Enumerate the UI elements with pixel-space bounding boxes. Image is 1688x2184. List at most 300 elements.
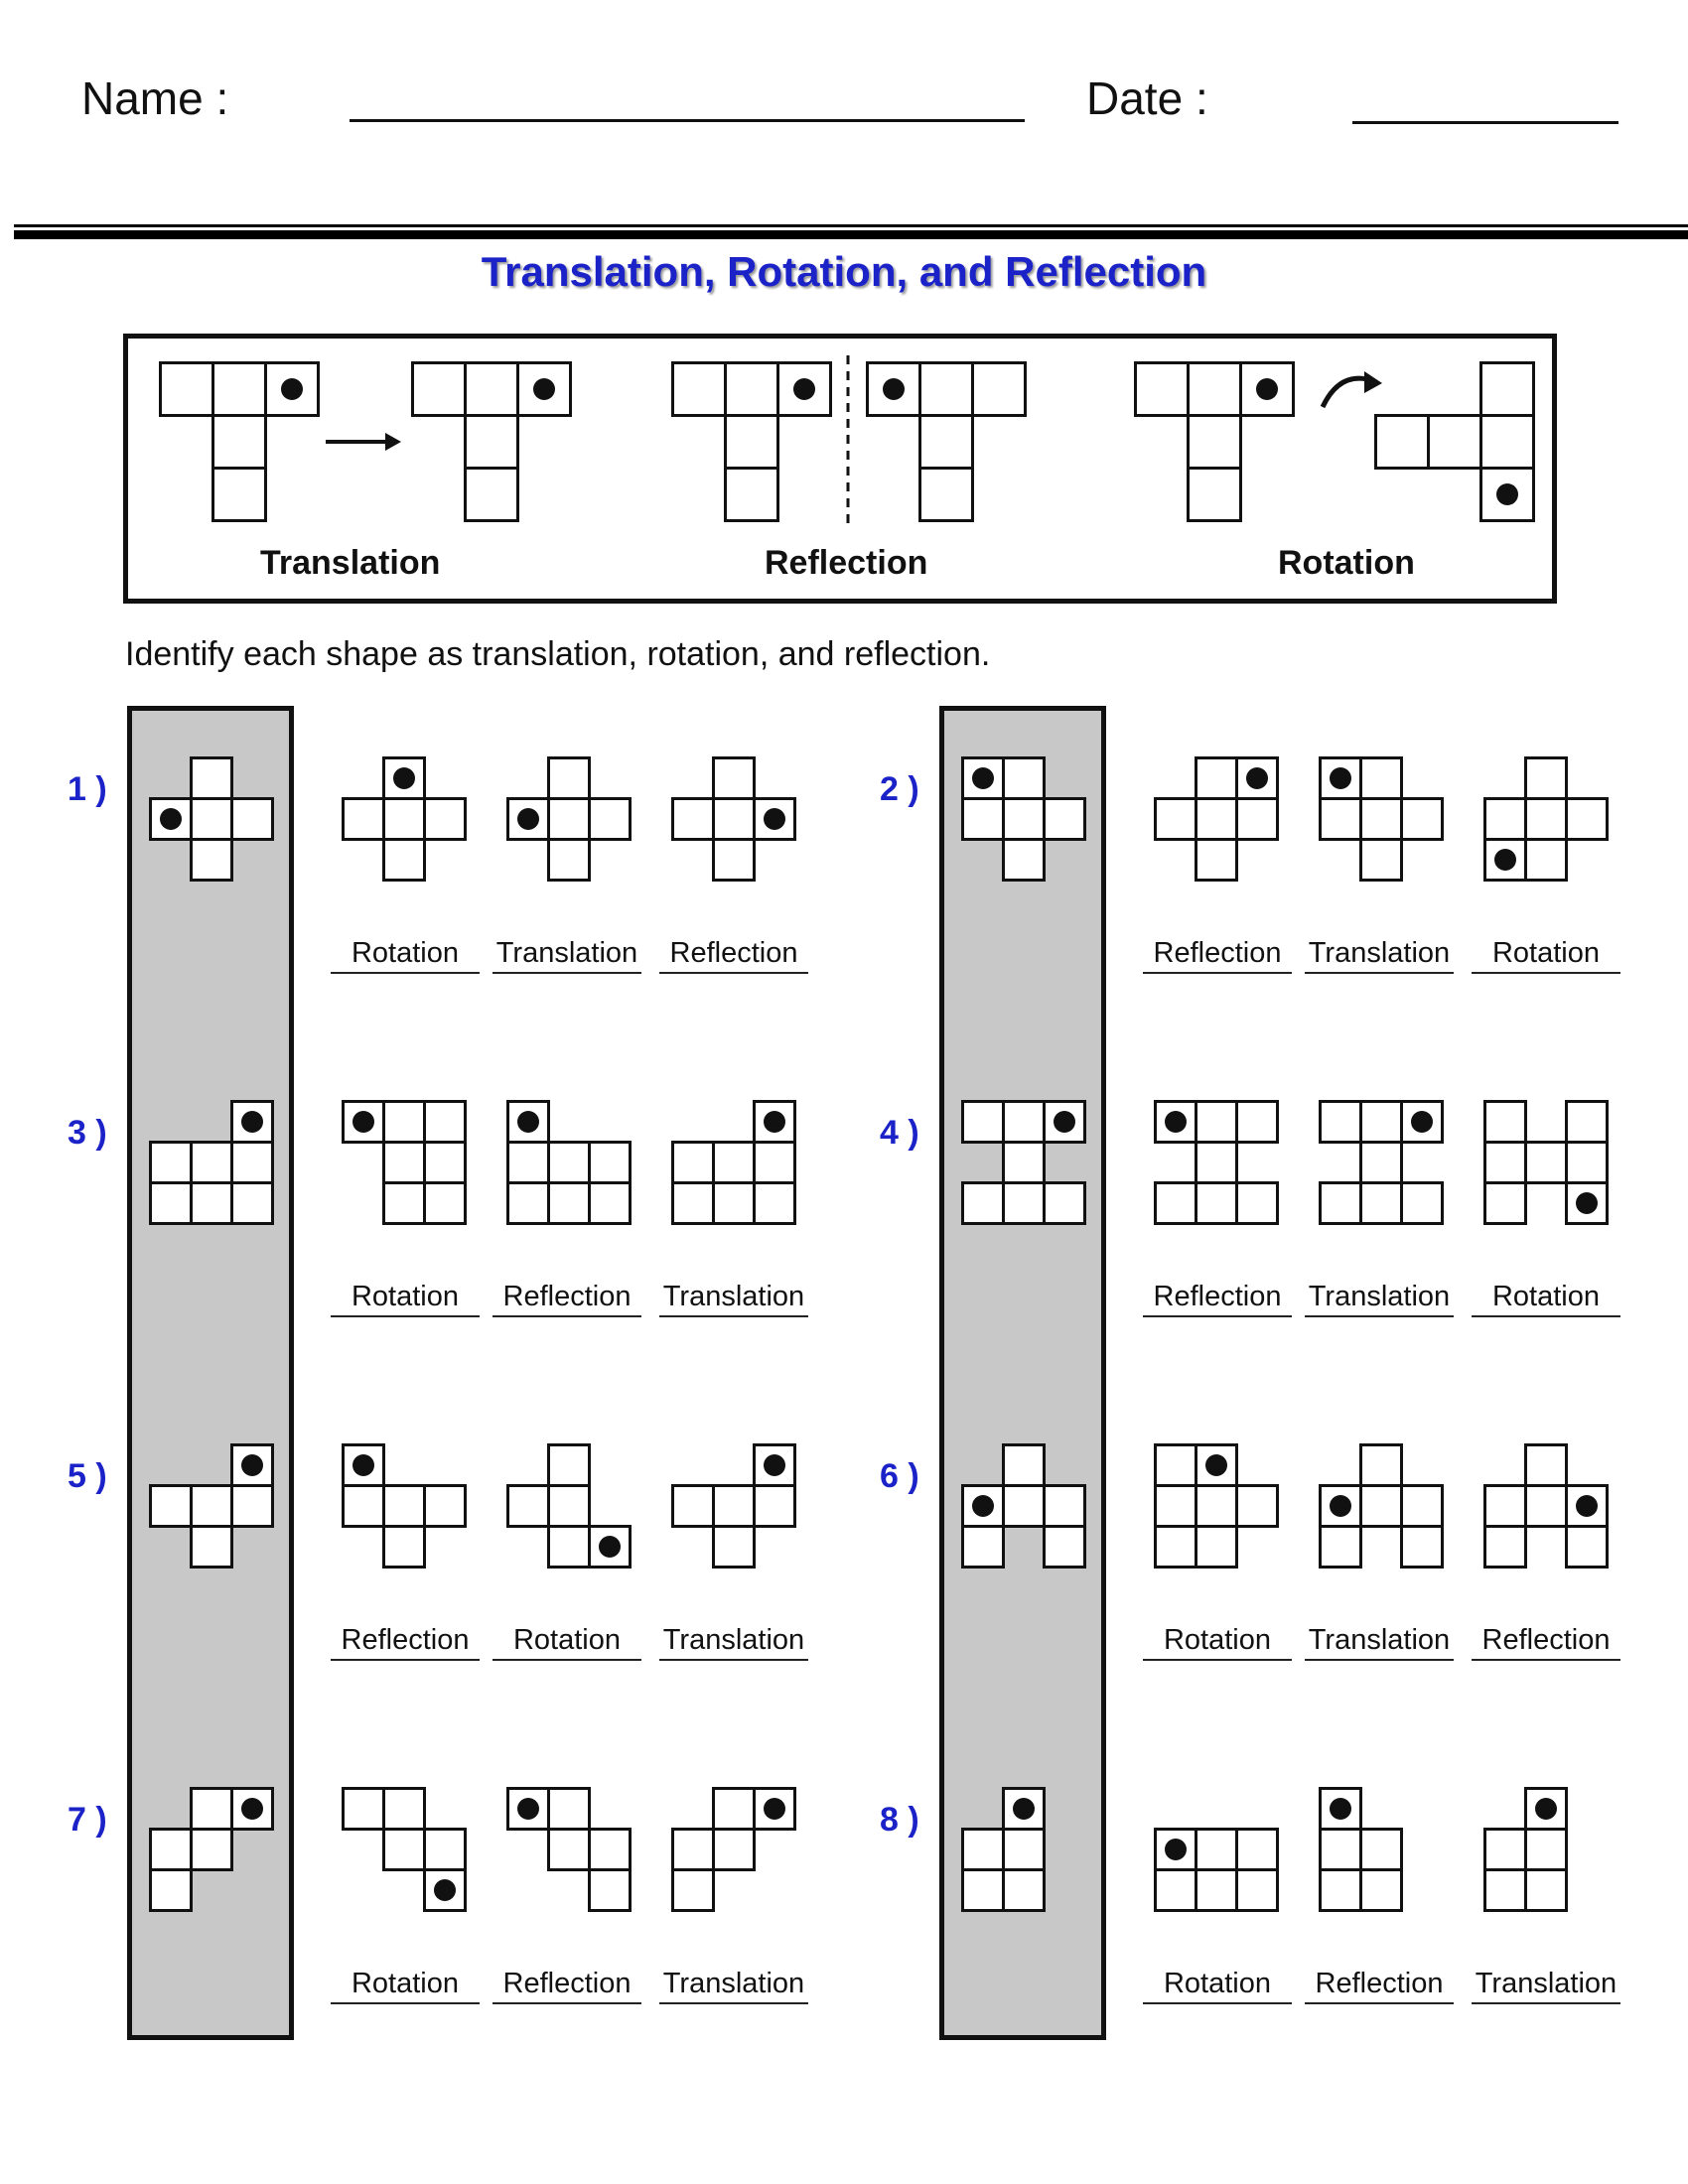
grid-cell [1319, 1484, 1362, 1528]
grid-cell [1235, 1181, 1279, 1225]
grid-cell [588, 1525, 632, 1569]
grid-cell [1427, 414, 1482, 470]
grid-cell [1002, 838, 1046, 882]
grid-cell [1195, 1868, 1238, 1912]
grid-cell [423, 797, 467, 841]
dot-marker-icon [793, 378, 815, 400]
grid-cell [712, 1525, 756, 1569]
grid-cell [1565, 1484, 1609, 1528]
grid-cell [1002, 756, 1046, 800]
answer-label[interactable]: Rotation [331, 1968, 480, 2004]
grid-cell [211, 361, 267, 417]
grid-cell [671, 1484, 715, 1528]
grid-cell [1483, 1100, 1527, 1144]
dot-marker-icon [1494, 849, 1516, 871]
grid-cell [1565, 1525, 1609, 1569]
grid-cell [1483, 1828, 1527, 1871]
dot-marker-icon [352, 1111, 374, 1133]
dot-marker-icon [883, 378, 905, 400]
grid-cell [190, 838, 233, 882]
answer-label[interactable]: Translation [659, 1624, 808, 1661]
grid-cell [1002, 1868, 1046, 1912]
grid-cell [1187, 361, 1242, 417]
grid-cell [1479, 467, 1535, 522]
grid-cell [1319, 1100, 1362, 1144]
dot-marker-icon [764, 808, 785, 830]
grid-cell [230, 1181, 274, 1225]
grid-cell [382, 1484, 426, 1528]
grid-cell [671, 1141, 715, 1184]
dot-marker-icon [241, 1111, 263, 1133]
grid-cell [149, 1484, 193, 1528]
answer-label[interactable]: Reflection [1305, 1968, 1454, 2004]
grid-cell [1043, 1181, 1086, 1225]
grid-cell [753, 1484, 796, 1528]
grid-cell [1154, 1868, 1197, 1912]
grid-cell [1002, 1141, 1046, 1184]
grid-cell [230, 1484, 274, 1528]
grid-cell [1565, 1100, 1609, 1144]
grid-cell [1524, 1868, 1568, 1912]
grid-cell [671, 361, 727, 417]
dot-marker-icon [972, 1495, 994, 1517]
grid-cell [776, 361, 832, 417]
grid-cell [1400, 797, 1444, 841]
grid-cell [423, 1868, 467, 1912]
grid-cell [1359, 1484, 1403, 1528]
dot-marker-icon [533, 378, 555, 400]
grid-cell [1043, 797, 1086, 841]
grid-cell [547, 1141, 591, 1184]
answer-label[interactable]: Reflection [492, 1281, 641, 1317]
grid-cell [547, 1181, 591, 1225]
grid-cell [961, 756, 1005, 800]
grid-cell [1319, 1828, 1362, 1871]
grid-cell [1043, 1525, 1086, 1569]
grid-cell [1002, 1443, 1046, 1487]
grid-cell [712, 1787, 756, 1831]
grid-cell [1524, 797, 1568, 841]
dot-marker-icon [972, 767, 994, 789]
dot-marker-icon [517, 1798, 539, 1820]
grid-cell [159, 361, 214, 417]
dot-marker-icon [352, 1454, 374, 1476]
grid-cell [724, 361, 779, 417]
grid-cell [1359, 1443, 1403, 1487]
grid-cell [671, 1181, 715, 1225]
answer-label[interactable]: Reflection [1143, 937, 1292, 974]
grid-cell [1002, 1100, 1046, 1144]
grid-cell [382, 1181, 426, 1225]
grid-cell [1524, 756, 1568, 800]
grid-cell [1359, 1828, 1403, 1871]
grid-cell [1195, 1100, 1238, 1144]
grid-cell [1319, 1787, 1362, 1831]
grid-cell [423, 1484, 467, 1528]
dot-marker-icon [517, 808, 539, 830]
grid-cell [547, 1828, 591, 1871]
grid-cell [961, 1868, 1005, 1912]
dot-marker-icon [241, 1454, 263, 1476]
dot-marker-icon [1205, 1454, 1227, 1476]
grid-cell [1400, 1484, 1444, 1528]
grid-cell [961, 1181, 1005, 1225]
grid-cell [1565, 1181, 1609, 1225]
grid-cell [1235, 1828, 1279, 1871]
grid-cell [190, 1787, 233, 1831]
example-label-translation: Translation [260, 544, 441, 582]
grid-cell [547, 1525, 591, 1569]
grid-cell [1154, 1443, 1197, 1487]
dot-marker-icon [281, 378, 303, 400]
dot-marker-icon [1165, 1111, 1187, 1133]
grid-cell [190, 1181, 233, 1225]
instructions: Identify each shape as translation, rotation, and reflection. [125, 635, 991, 673]
grid-cell [547, 797, 591, 841]
grid-cell [588, 1141, 632, 1184]
grid-cell [1524, 1443, 1568, 1487]
grid-cell [753, 1141, 796, 1184]
grid-cell [1043, 1484, 1086, 1528]
grid-cell [506, 1181, 550, 1225]
grid-cell [712, 1181, 756, 1225]
grid-cell [1235, 797, 1279, 841]
answer-label[interactable]: Translation [1305, 937, 1454, 974]
question-number: 1 ) [68, 770, 107, 808]
dot-marker-icon [1576, 1495, 1598, 1517]
grid-cell [1359, 1141, 1403, 1184]
grid-cell [1235, 756, 1279, 800]
grid-cell [230, 1100, 274, 1144]
grid-cell [1359, 1100, 1403, 1144]
answer-label[interactable]: Rotation [1143, 1624, 1292, 1661]
grid-cell [753, 1787, 796, 1831]
grid-cell [1319, 1525, 1362, 1569]
grid-cell [1195, 756, 1238, 800]
dot-marker-icon [1330, 1495, 1351, 1517]
grid-cell [712, 1484, 756, 1528]
grid-cell [918, 414, 974, 470]
grid-cell [190, 797, 233, 841]
mirror-line [844, 355, 852, 524]
grid-cell [423, 1828, 467, 1871]
answer-label[interactable]: Translation [1472, 1968, 1620, 2004]
grid-cell [724, 414, 779, 470]
date-field[interactable] [1352, 121, 1618, 124]
grid-cell [866, 361, 921, 417]
grid-cell [1359, 1868, 1403, 1912]
grid-cell [1479, 414, 1535, 470]
dot-marker-icon [1535, 1798, 1557, 1820]
grid-cell [547, 1443, 591, 1487]
grid-cell [382, 838, 426, 882]
dot-marker-icon [1165, 1839, 1187, 1860]
grid-cell [382, 1141, 426, 1184]
grid-cell [1565, 1141, 1609, 1184]
grid-cell [1565, 797, 1609, 841]
grid-cell [1195, 1181, 1238, 1225]
grid-cell [712, 838, 756, 882]
question-number: 2 ) [880, 770, 919, 808]
grid-cell [1195, 797, 1238, 841]
grid-cell [753, 797, 796, 841]
grid-cell [382, 1100, 426, 1144]
grid-cell [382, 1787, 426, 1831]
grid-cell [230, 1141, 274, 1184]
grid-cell [1319, 797, 1362, 841]
grid-cell [547, 1787, 591, 1831]
grid-cell [506, 797, 550, 841]
grid-cell [753, 1443, 796, 1487]
answer-label[interactable]: Translation [659, 1968, 808, 2004]
grid-cell [1154, 1484, 1197, 1528]
grid-cell [190, 756, 233, 800]
grid-cell [1483, 797, 1527, 841]
dot-marker-icon [1256, 378, 1278, 400]
grid-cell [423, 1141, 467, 1184]
dot-marker-icon [517, 1111, 539, 1133]
grid-cell [149, 1141, 193, 1184]
grid-cell [1154, 797, 1197, 841]
question-number: 3 ) [68, 1114, 107, 1152]
answer-label[interactable]: Rotation [492, 1624, 641, 1661]
grid-cell [1134, 361, 1190, 417]
grid-cell [1187, 414, 1242, 470]
grid-cell [1359, 1181, 1403, 1225]
dot-marker-icon [764, 1454, 785, 1476]
grid-cell [1400, 1100, 1444, 1144]
grid-cell [1002, 797, 1046, 841]
grid-cell [1195, 1525, 1238, 1569]
grid-cell [230, 1443, 274, 1487]
dot-marker-icon [1054, 1111, 1075, 1133]
page-title: Translation, Rotation, and Reflection [481, 248, 1207, 295]
grid-cell [464, 467, 519, 522]
answer-label[interactable]: Translation [659, 1281, 808, 1317]
grid-cell [1043, 1100, 1086, 1144]
grid-cell [1483, 1868, 1527, 1912]
grid-cell [961, 1828, 1005, 1871]
grid-cell [149, 797, 193, 841]
grid-cell [753, 1100, 796, 1144]
dot-marker-icon [599, 1536, 621, 1558]
question-number: 4 ) [880, 1114, 919, 1152]
grid-cell [464, 414, 519, 470]
grid-cell [1154, 1181, 1197, 1225]
grid-cell [149, 1868, 193, 1912]
grid-cell [1483, 1525, 1527, 1569]
grid-cell [1359, 838, 1403, 882]
dot-marker-icon [1411, 1111, 1433, 1133]
grid-cell [190, 1484, 233, 1528]
grid-cell [588, 1868, 632, 1912]
grid-cell [1483, 838, 1527, 882]
grid-cell [1235, 1100, 1279, 1144]
answer-label[interactable]: Rotation [1143, 1968, 1292, 2004]
name-label: Name : [81, 72, 229, 124]
answer-label[interactable]: Reflection [1143, 1281, 1292, 1317]
answer-label[interactable]: Translation [492, 937, 641, 974]
grid-cell [190, 1828, 233, 1871]
grid-cell [671, 1828, 715, 1871]
grid-cell [1374, 414, 1430, 470]
dot-marker-icon [764, 1798, 785, 1820]
answer-label[interactable]: Rotation [1472, 1281, 1620, 1317]
grid-cell [961, 1484, 1005, 1528]
grid-cell [342, 1443, 385, 1487]
grid-cell [1319, 1181, 1362, 1225]
grid-cell [1002, 1828, 1046, 1871]
grid-cell [1359, 756, 1403, 800]
dot-marker-icon [1330, 767, 1351, 789]
dot-marker-icon [1496, 483, 1518, 505]
grid-cell [411, 361, 467, 417]
grid-cell [211, 414, 267, 470]
grid-cell [1002, 1787, 1046, 1831]
grid-cell [712, 1141, 756, 1184]
header-divider [14, 230, 1688, 239]
grid-cell [1479, 361, 1535, 417]
grid-cell [724, 467, 779, 522]
grid-cell [506, 1484, 550, 1528]
grid-cell [712, 756, 756, 800]
grid-cell [506, 1100, 550, 1144]
grid-cell [1524, 1787, 1568, 1831]
grid-cell [1154, 1525, 1197, 1569]
grid-cell [230, 1787, 274, 1831]
grid-cell [1524, 838, 1568, 882]
right-arrow-icon [324, 425, 403, 459]
grid-cell [516, 361, 572, 417]
grid-cell [1359, 797, 1403, 841]
grid-cell [382, 1525, 426, 1569]
grid-cell [464, 361, 519, 417]
grid-cell [211, 467, 267, 522]
grid-cell [547, 838, 591, 882]
grid-cell [1195, 1484, 1238, 1528]
grid-cell [671, 1868, 715, 1912]
grid-cell [506, 1141, 550, 1184]
grid-cell [1400, 1181, 1444, 1225]
grid-cell [1524, 1828, 1568, 1871]
grid-cell [1002, 1181, 1046, 1225]
grid-cell [588, 1181, 632, 1225]
grid-cell [342, 1484, 385, 1528]
grid-cell [712, 1828, 756, 1871]
example-label-reflection: Reflection [765, 544, 928, 582]
dot-marker-icon [1330, 1798, 1351, 1820]
grid-cell [671, 797, 715, 841]
dot-marker-icon [1013, 1798, 1035, 1820]
grid-cell [1195, 1443, 1238, 1487]
grid-cell [1195, 838, 1238, 882]
grid-cell [342, 797, 385, 841]
answer-label[interactable]: Reflection [1472, 1624, 1620, 1661]
grid-cell [1524, 1484, 1568, 1528]
question-number: 8 ) [880, 1801, 919, 1839]
grid-cell [588, 797, 632, 841]
grid-cell [1239, 361, 1295, 417]
grid-cell [961, 1525, 1005, 1569]
answer-label[interactable]: Rotation [331, 1281, 480, 1317]
dot-marker-icon [241, 1798, 263, 1820]
header-divider-thin [14, 224, 1688, 227]
grid-cell [382, 797, 426, 841]
rotate-arrow-icon [1317, 365, 1386, 417]
grid-cell [961, 1100, 1005, 1144]
date-label: Date : [1086, 72, 1208, 124]
grid-cell [1483, 1484, 1527, 1528]
grid-cell [1195, 1828, 1238, 1871]
grid-cell [149, 1828, 193, 1871]
grid-cell [149, 1181, 193, 1225]
grid-cell [506, 1787, 550, 1831]
dot-marker-icon [1576, 1192, 1598, 1214]
grid-cell [230, 797, 274, 841]
grid-cell [961, 797, 1005, 841]
grid-cell [1187, 467, 1242, 522]
grid-cell [712, 797, 756, 841]
dot-marker-icon [764, 1111, 785, 1133]
grid-cell [971, 361, 1027, 417]
grid-cell [1319, 756, 1362, 800]
grid-cell [382, 756, 426, 800]
grid-cell [1002, 1484, 1046, 1528]
answer-label[interactable]: Reflection [492, 1968, 641, 2004]
grid-cell [1235, 1484, 1279, 1528]
grid-cell [1483, 1181, 1527, 1225]
question-number: 5 ) [68, 1457, 107, 1495]
grid-cell [190, 1141, 233, 1184]
grid-cell [264, 361, 320, 417]
grid-cell [342, 1100, 385, 1144]
answer-label[interactable]: Rotation [1472, 937, 1620, 974]
example-label-rotation: Rotation [1278, 544, 1415, 582]
grid-cell [547, 756, 591, 800]
answer-label[interactable]: Reflection [331, 1624, 480, 1661]
question-number: 6 ) [880, 1457, 919, 1495]
answer-label[interactable]: Translation [1305, 1281, 1454, 1317]
grid-cell [382, 1828, 426, 1871]
grid-cell [753, 1181, 796, 1225]
grid-cell [588, 1828, 632, 1871]
grid-cell [1235, 1868, 1279, 1912]
grid-cell [423, 1100, 467, 1144]
dot-marker-icon [1246, 767, 1268, 789]
grid-cell [190, 1525, 233, 1569]
grid-cell [1195, 1141, 1238, 1184]
grid-cell [1483, 1141, 1527, 1184]
answer-label[interactable]: Reflection [659, 937, 808, 974]
grid-cell [1524, 1141, 1568, 1184]
grid-cell [918, 361, 974, 417]
grid-cell [918, 467, 974, 522]
dot-marker-icon [434, 1879, 456, 1901]
dot-marker-icon [393, 767, 415, 789]
grid-cell [1400, 1525, 1444, 1569]
question-number: 7 ) [68, 1801, 107, 1839]
dot-marker-icon [160, 808, 182, 830]
grid-cell [547, 1484, 591, 1528]
answer-label[interactable]: Translation [1305, 1624, 1454, 1661]
grid-cell [342, 1787, 385, 1831]
grid-cell [1154, 1100, 1197, 1144]
grid-cell [1319, 1868, 1362, 1912]
grid-cell [1154, 1828, 1197, 1871]
answer-label[interactable]: Rotation [331, 937, 480, 974]
grid-cell [423, 1181, 467, 1225]
name-field[interactable] [350, 119, 1025, 122]
